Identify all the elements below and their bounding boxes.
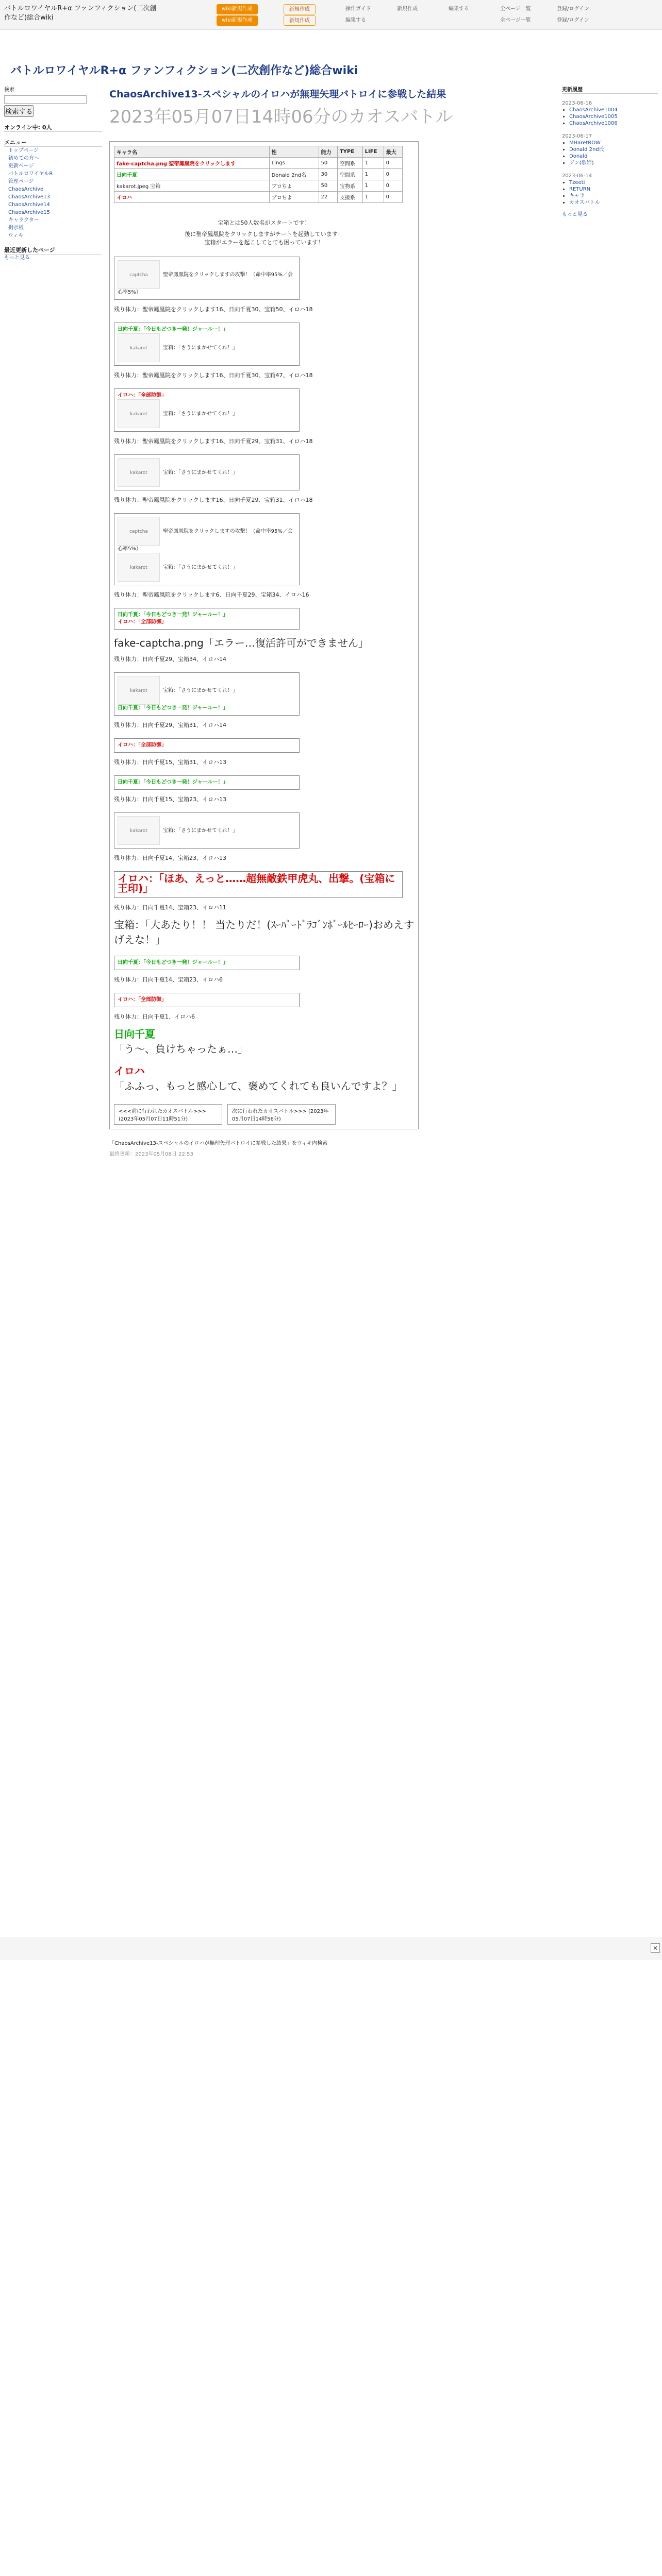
close-icon[interactable]: × [651, 1943, 660, 1953]
next-battle-link[interactable]: 次に行われたカオスバトル>>> (2023年05月07日14時56分) [227, 1104, 336, 1125]
update-item[interactable]: ChaosArchive1005 [569, 114, 618, 120]
site-logo[interactable]: バトルロワイヤルR+α ファンフィクション(二次創作など)総合wiki [4, 5, 157, 22]
menu-list [4, 147, 102, 240]
intro-3: 宝箱がエラーを起こしてとても困っています！ [204, 239, 324, 246]
update-item[interactable]: Tzeeti [569, 180, 585, 185]
hp-line: 残り体力：日向千夏15、宝箱23、イロハ13 [114, 796, 226, 803]
menu-item[interactable]: 初めての方へ [8, 156, 39, 161]
loser-name: 日向千夏 [114, 1028, 155, 1040]
more-link[interactable]: もっと見る [4, 255, 30, 261]
wiki-create-button[interactable]: wiki新規作成 [217, 4, 258, 14]
turn-cell: 日向千夏：「今日もどつき一発！ジャールー！」 [114, 775, 300, 790]
turn-cell: 日向千夏：「今日もどつき一発！ジャールー！」 イロハ：「全部防御」 [114, 608, 300, 630]
hp-line: 残り体力：日向千夏14、宝箱23、イロハ13 [114, 855, 226, 861]
search-label: 検索 [4, 87, 14, 93]
hp-line: 残り体力：日向千夏29、宝箱31、イロハ14 [114, 722, 226, 728]
site-title[interactable]: バトルロワイヤルR+α ファンフィクション(二次創作など)総合wiki [10, 64, 358, 77]
updates-heading: 更新履歴 [562, 87, 658, 94]
intro-2: 後に聖帝鳳凰院をクリックしますがチートを起動しています！ [185, 231, 343, 238]
kakarot-line: 宝箱：「大あたり！！ 当たりだ！(ｽｰﾊﾟｰﾄﾞﾗｺﾞﾝﾎﾞｰﾙﾋｰﾛｰ)おめえすげえな！」 [114, 919, 414, 946]
top-bar [0, 0, 662, 30]
winner-quote: 「ふふっ、もっと感心して、褒めてくれても良いんですよ？」 [114, 1080, 403, 1092]
battle-date: 2023年05月07日14時06分のカオスバトル [109, 107, 453, 127]
menu-item[interactable]: 掲示板 [8, 225, 24, 231]
menu-item[interactable]: ChaosArchive [8, 187, 44, 192]
new-page-button[interactable]: 新規作成 [284, 4, 316, 14]
kakarot-image: kakarot [118, 333, 160, 362]
update-item[interactable]: Donald 2nd氏 [569, 147, 604, 152]
turn-cell: イロハ：「全部防御」 kakarot 宝箱：「さうにまかせてくれ！」 [114, 388, 300, 432]
main-content [109, 87, 553, 2576]
battle-nav [114, 1104, 414, 1125]
menu-heading: メニュー [4, 139, 102, 147]
hp-line: 残り体力：聖帝鳳凰院をクリックします16、日向千夏29、宝箱31、イロハ18 [114, 438, 313, 445]
roster-header: 最大 [384, 146, 402, 158]
hp-line: 残り体力：日向千夏15、宝箱31、イロハ13 [114, 759, 226, 766]
kakarot-image: kakarot [118, 676, 160, 705]
left-sidebar [4, 87, 102, 798]
hp-line: 残り体力：日向千夏1、イロハ6 [114, 1013, 195, 1020]
new-page-button-2[interactable]: 新規作成 [284, 15, 316, 26]
turn-cell: イロハ：「ほあ、えっと……超無敵鉄甲虎丸、出撃。(宝箱に王印)」 [114, 871, 403, 898]
update-date: 2023-06-16 [562, 100, 592, 106]
menu-item[interactable]: 管理ページ [8, 179, 34, 184]
turn-cell: captcha 聖帝鳳凰院をクリックしますの攻撃！（命中率95%／会心率5%） [114, 257, 300, 300]
table-row: 日向千夏 Donald 2nd名 30 空間系 1 0 [114, 169, 403, 180]
wiki-search-link[interactable]: 「ChaosArchive13-スペシャルのイロハが無理矢理バトロイに参戦した結果」をウィキ内検索 [109, 1141, 328, 1146]
edit-3-button[interactable]: 編集する [345, 18, 366, 23]
loser-quote: 「う〜、負けちゃったぁ…」 [114, 1043, 248, 1055]
prev-battle-link[interactable]: <<<前に行われたカオスバトル>>> (2023年05月07日11時51分) [114, 1104, 222, 1125]
turn-cell: 日向千夏：「今日もどつき一発！ジャールー！」 kakarot 宝箱：「さうにまかせてくれ！」 [114, 323, 300, 366]
table-row: kakarot.jpeg 宝箱 ブロちよ 50 宝物系 1 0 [114, 180, 403, 192]
hp-line: 残り体力：聖帝鳳凰院をクリックします16、日向千夏30、宝箱47、イロハ18 [114, 372, 313, 379]
winner-name: イロハ [114, 1065, 145, 1077]
update-item[interactable]: キャラ [569, 193, 585, 199]
menu-item[interactable]: 更新ページ [8, 163, 34, 169]
top-buttons [217, 3, 660, 27]
kakarot-image: kakarot [118, 553, 160, 582]
menu-item[interactable]: ChaosArchive15 [8, 210, 50, 215]
menu-item[interactable]: トップページ [8, 148, 39, 154]
kakarot-image: kakarot [118, 458, 160, 487]
hp-line: 残り体力：日向千夏29、宝箱34、イロハ14 [114, 656, 226, 663]
roster-header: TYPE [337, 146, 362, 158]
turn-cell: イロハ：「全部防御」 [114, 738, 300, 753]
recent-heading: 最近更新したページ [4, 247, 102, 255]
update-item[interactable]: Donald [569, 154, 588, 159]
update-date: 2023-06-17 [562, 133, 592, 139]
roster-table [114, 146, 403, 203]
online-count: オンライン中: 0人 [4, 124, 102, 132]
update-item[interactable]: ChaosArchive1006 [569, 121, 618, 126]
hp-line: 残り体力：聖帝鳳凰院をクリックします6、日向千夏29、宝箱34、イロハ16 [114, 591, 309, 598]
menu-item[interactable]: バトルロワイヤルR [8, 171, 53, 177]
roster-header: 性 [269, 146, 319, 158]
all-pages-2-button[interactable]: 全ページ一覧 [500, 18, 531, 23]
menu-item[interactable]: ウィキ [8, 233, 24, 239]
all-pages-button[interactable]: 全ページ一覧 [500, 6, 531, 12]
turn-cell: kakarot 宝箱：「さうにまかせてくれ！」 [114, 454, 300, 490]
menu-item[interactable]: ChaosArchive13 [8, 194, 50, 200]
page-title: ChaosArchive13-スペシャルのイロハが無理矢理バトロイに参戦した結果 [109, 89, 446, 100]
turn-cell: kakarot 宝箱：「さうにまかせてくれ！」 [114, 812, 300, 849]
battle-log [109, 141, 419, 1129]
kakarot-image: kakarot [118, 816, 160, 845]
more-updates-link[interactable]: もっと見る [562, 212, 588, 217]
turn-cell: イロハ：「全部防御」 [114, 993, 300, 1007]
wiki-create-button-2[interactable]: wiki新規作成 [217, 15, 258, 26]
edit-button[interactable]: 操作ガイド [345, 6, 371, 12]
turn-cell: 日向千夏：「今日もどつき一発！ジャールー！」 [114, 956, 300, 970]
new-button[interactable]: 新規作成 [397, 6, 418, 12]
captcha-image: captcha [118, 260, 160, 289]
captcha-error: fake-captcha.png「エラー…復活許可ができません」 [114, 637, 369, 649]
hp-line: 残り体力：日向千夏14、宝箱23、イロハ11 [114, 904, 226, 911]
hp-line: 残り体力：日向千夏14、宝箱23、イロハ6 [114, 976, 223, 983]
update-item[interactable]: MHaretROW [569, 140, 601, 146]
edit-2-button[interactable]: 編集する [449, 6, 469, 12]
roster-header: キャラ名 [114, 146, 270, 158]
intro-1: 宝箱とは50人数名がスタートです！ [218, 219, 310, 226]
turn-cell: captcha 聖帝鳳凰院をクリックしますの攻撃！（命中率95%／会心率5%） kakarot 宝箱：「さうにまかせてくれ！」 [114, 513, 300, 585]
update-item[interactable]: ChaosArchive1004 [569, 107, 618, 113]
update-item[interactable]: RETURN [569, 187, 591, 192]
table-row: イロハ ブロちよ 22 支援系 1 0 [114, 192, 403, 203]
update-item[interactable]: カオスバトル [569, 200, 600, 206]
login-2-button[interactable]: 登録/ログイン [557, 18, 589, 23]
search-button[interactable]: 検索する [4, 105, 34, 117]
hp-line: 残り体力：聖帝鳳凰院をクリックします16、日向千夏30、宝箱50、イロハ18 [114, 306, 313, 313]
menu-item[interactable]: キャラクター [8, 217, 39, 223]
kakarot-image: kakarot [118, 399, 160, 428]
search-input[interactable] [4, 95, 87, 104]
roster-header: 能力 [319, 146, 337, 158]
update-date: 2023-06-14 [562, 173, 592, 179]
last-updated: 最終更新：2023年05月08日 22:53 [109, 1151, 193, 1157]
hp-line: 残り体力：聖帝鳳凰院をクリックします16、日向千夏29、宝箱31、イロハ18 [114, 497, 313, 503]
update-item[interactable]: ジン(歌姫) [569, 160, 594, 166]
turn-cell: kakarot 宝箱：「さうにまかせてくれ！」 日向千夏：「今日もどつき一発！ジャールー！」 [114, 672, 300, 716]
floating-ad-bar [0, 1937, 662, 1960]
table-row: fake-captcha.png 聖帝鳳凰院をクリックします Lings 50 空間系 1 0 [114, 158, 403, 169]
menu-item[interactable]: ChaosArchive14 [8, 202, 50, 208]
captcha-image: captcha [118, 517, 160, 546]
right-sidebar [562, 87, 658, 756]
login-button[interactable]: 登録/ログイン [557, 6, 589, 12]
roster-header: LIFE [362, 146, 384, 158]
